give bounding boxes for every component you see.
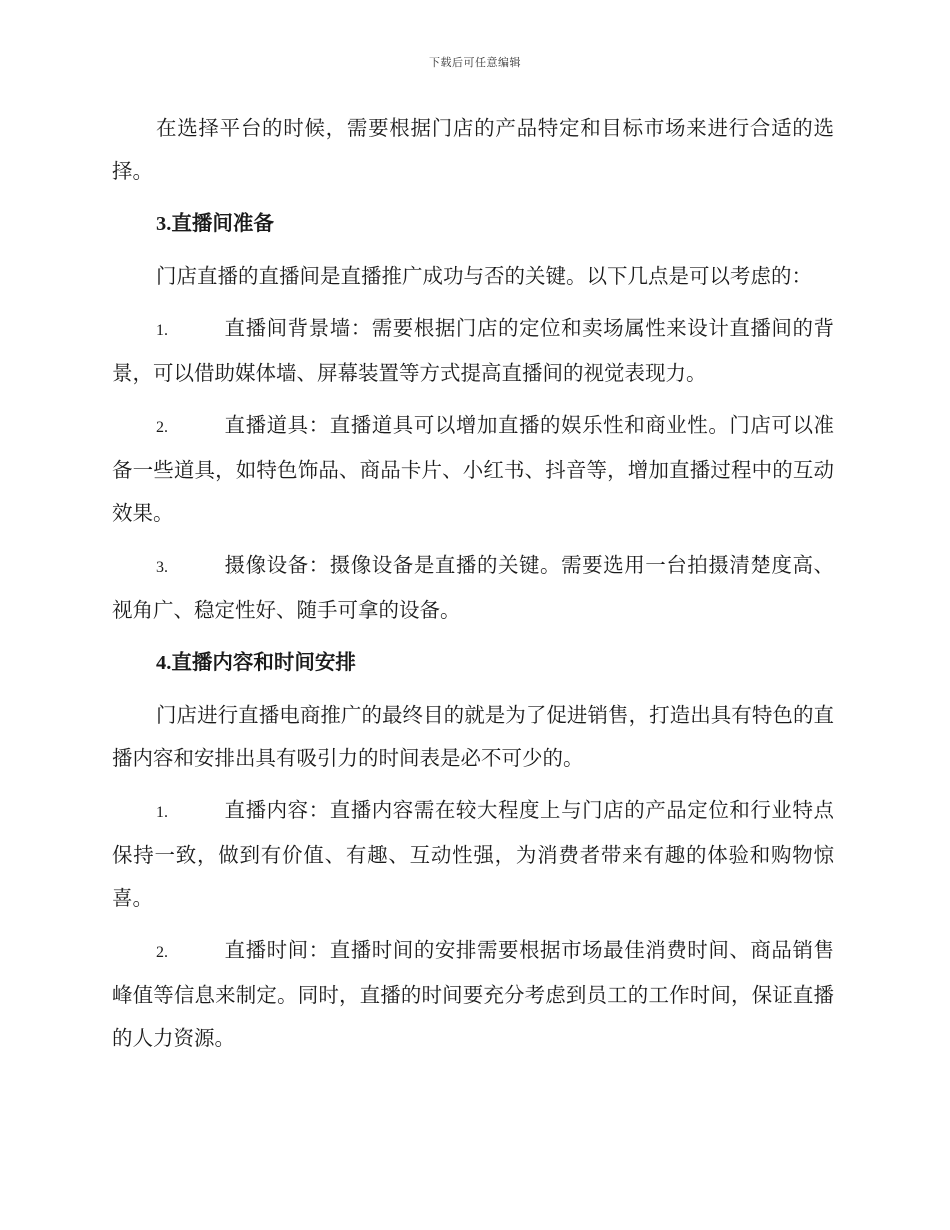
list-item-text: 摄像设备：摄像设备是直播的关键。需要选用一台拍摄清楚度高、视角广、稳定性好、随手可拿的设备。	[112, 553, 834, 622]
list-item	[112, 404, 834, 535]
list-item-text: 直播内容：直播内容需在较大程度上与门店的产品定位和行业特点保持一致，做到有价值、有趣、互动性强，为消费者带来有趣的体验和购物惊喜。	[112, 798, 834, 910]
section-title: 直播内容和时间安排	[171, 650, 356, 674]
list-marker: 2.	[156, 419, 168, 436]
paragraph-studio-intro: 门店直播的直播间是直播推广成功与否的关键。以下几点是可以考虑的：	[156, 264, 812, 288]
paragraph-content-schedule-intro: 门店进行直播电商推广的最终目的就是为了促进销售，打造出具有特色的直播内容和安排出具有吸引力的时间表是必不可少的。	[112, 703, 834, 770]
list-item-text: 直播时间：直播时间的安排需要根据市场最佳消费时间、商品销售峰值等信息来制定。同时，直播的时间要充分考虑到员工的工作时间，保证直播的人力资源。	[112, 938, 834, 1050]
page-header-note: 下载后可任意编辑	[429, 56, 521, 69]
section-title: 直播间准备	[171, 211, 274, 235]
section-number: 3.	[156, 213, 172, 235]
list-marker: 3.	[156, 559, 168, 576]
paragraph-platform-selection: 在选择平台的时候，需要根据门店的产品特定和目标市场来进行合适的选择。	[112, 116, 834, 183]
list-marker: 1.	[156, 804, 168, 821]
document-body	[112, 107, 834, 1069]
list-item-text: 直播道具：直播道具可以增加直播的娱乐性和商业性。门店可以准备一些道具，如特色饰品、商品卡片、小红书、抖音等，增加直播过程中的互动效果。	[112, 413, 834, 525]
list-item	[112, 789, 834, 920]
list-item	[112, 544, 834, 632]
list-marker: 1.	[156, 322, 168, 339]
section-heading-3	[112, 202, 834, 246]
list-item-text: 直播间背景墙：需要根据门店的定位和卖场属性来设计直播间的背景，可以借助媒体墙、屏幕装置等方式提高直播间的视觉表现力。	[112, 316, 834, 385]
section-number: 4.	[156, 652, 172, 674]
list-marker: 2.	[156, 944, 168, 961]
list-item	[112, 929, 834, 1060]
list-item	[112, 307, 834, 395]
section-heading-4	[112, 641, 834, 685]
